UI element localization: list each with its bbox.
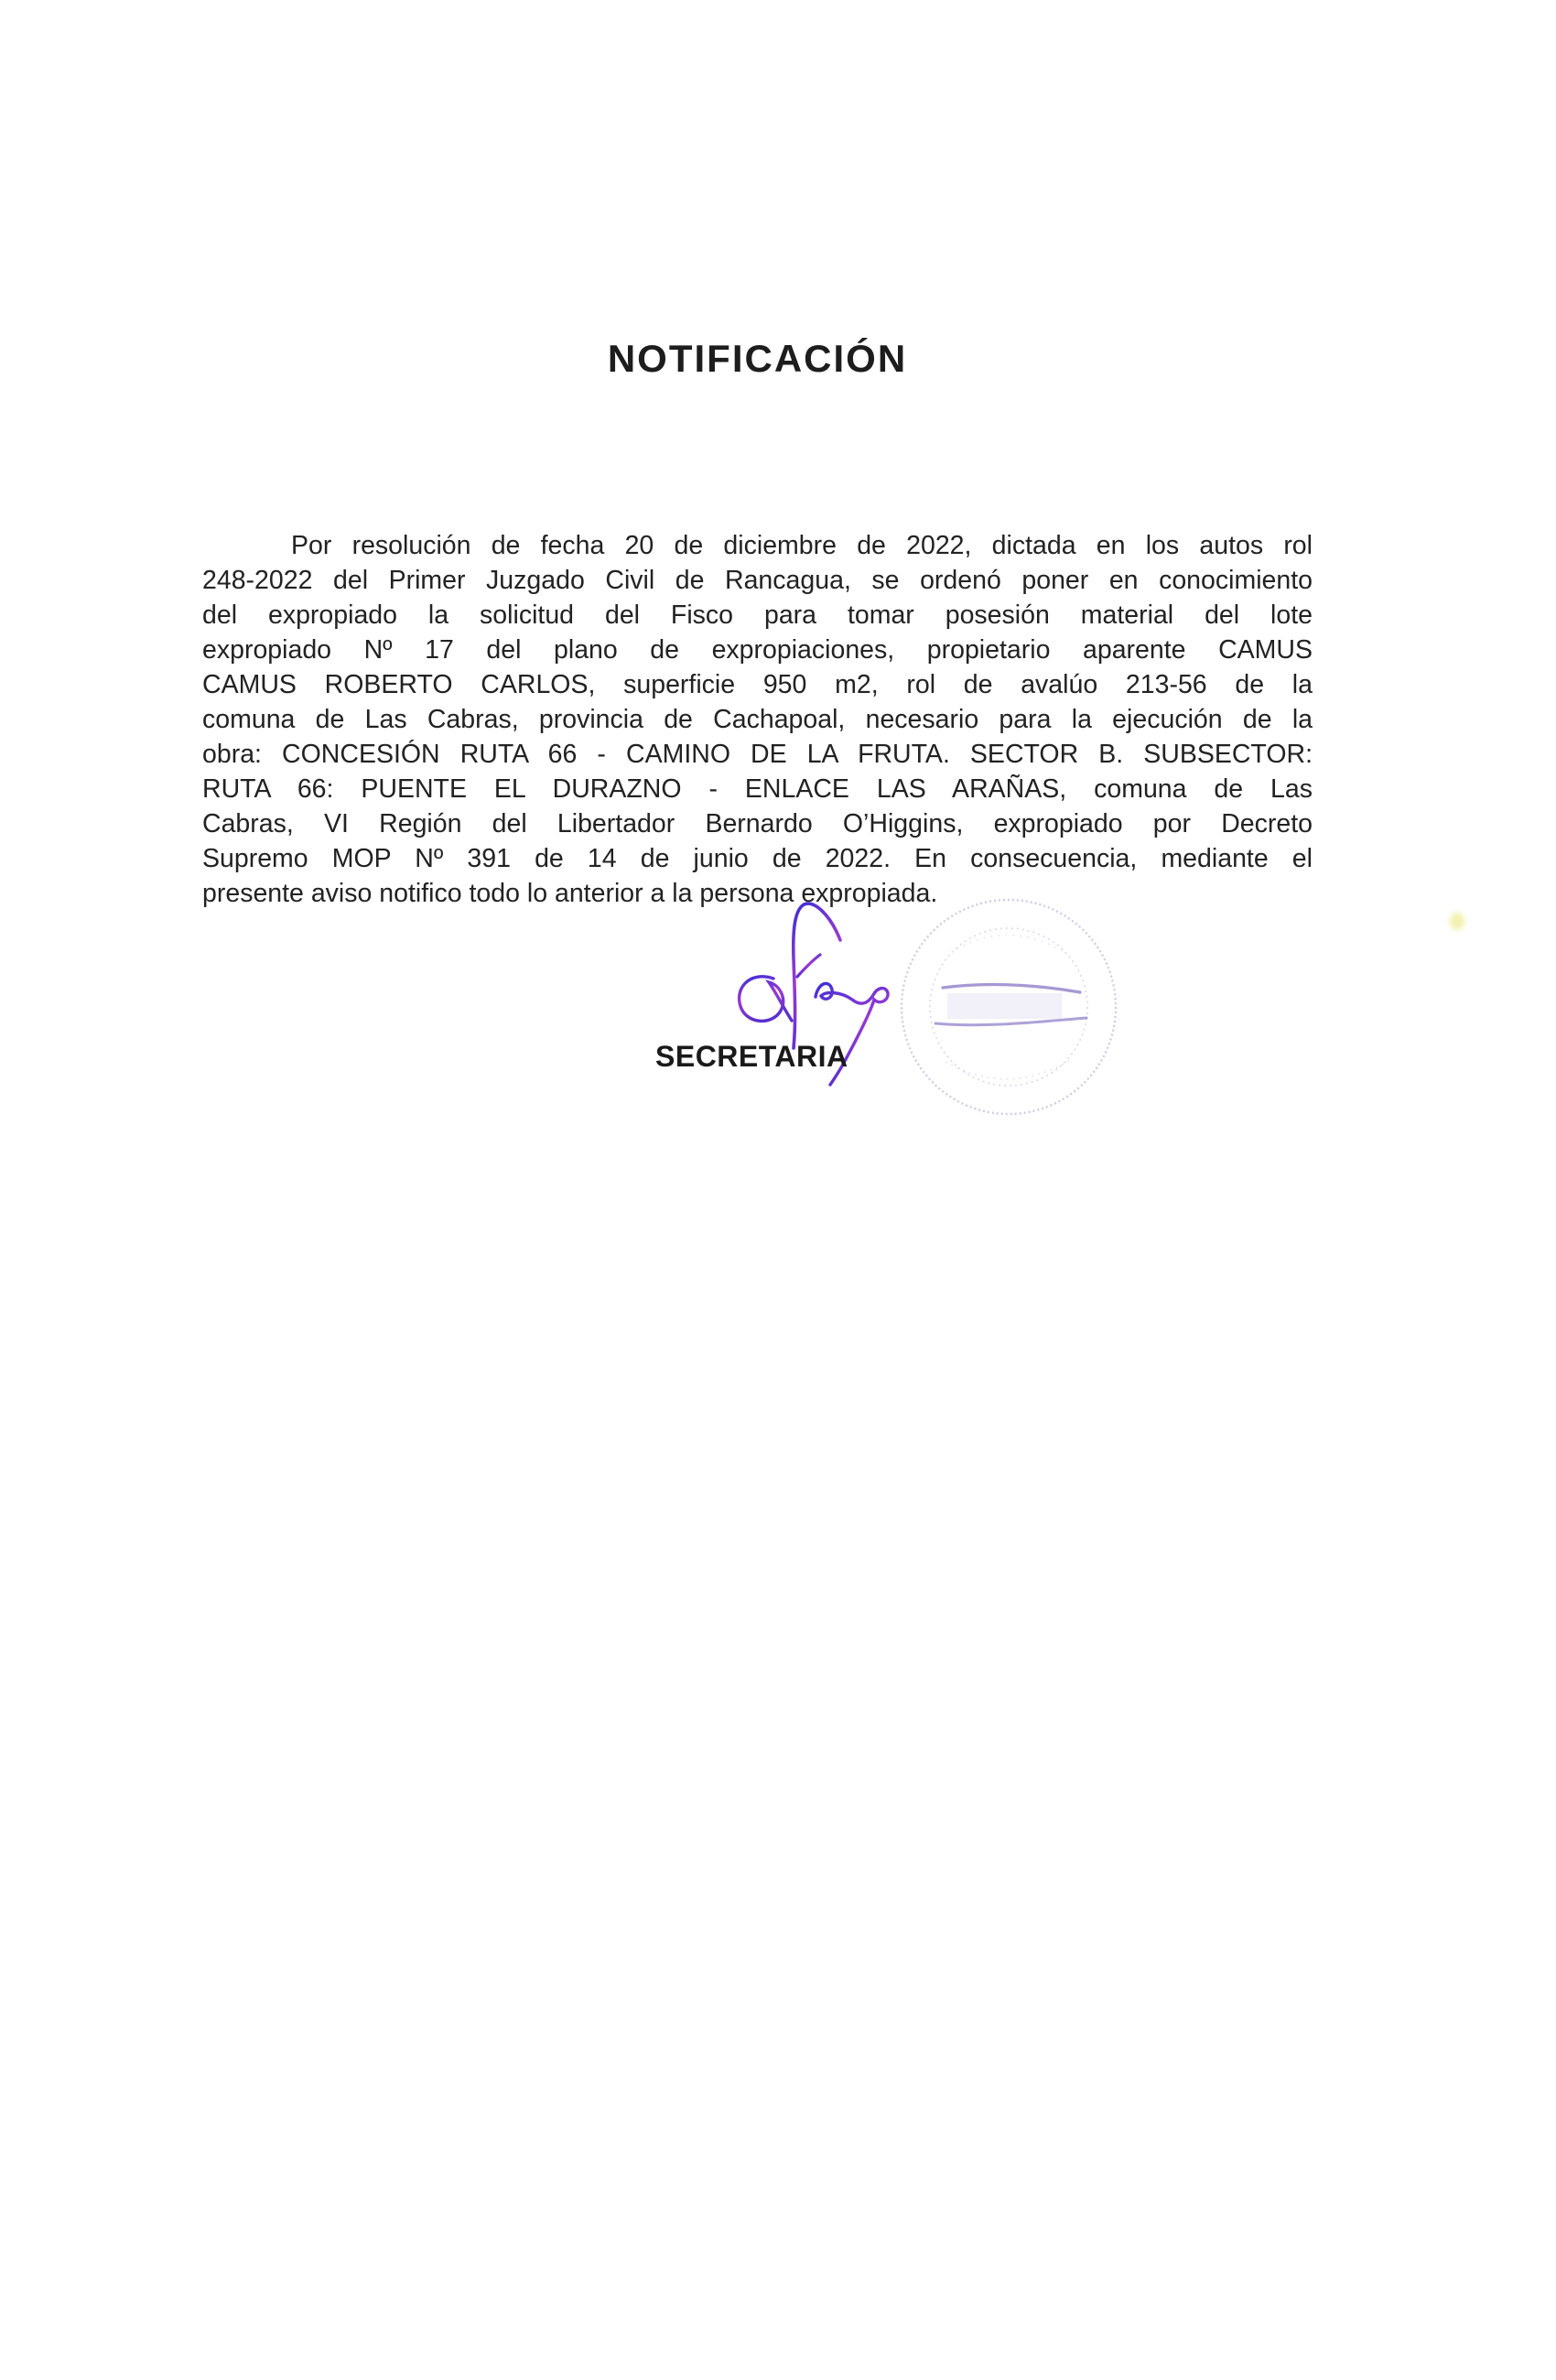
yellow-ink-smudge bbox=[1450, 913, 1464, 930]
body-line: Por resolución de fecha 20 de diciembre de 2022, dictada en los autos rol bbox=[291, 531, 1313, 560]
document-title: NOTIFICACIÓN bbox=[607, 337, 908, 380]
stamp-top-arc bbox=[956, 935, 1063, 951]
body-line: comuna de Las Cabras, provincia de Cachapoal, necesario para la ejecución de la bbox=[202, 705, 1313, 734]
body-line: obra: CONCESIÓN RUTA 66 - CAMINO DE LA FRUTA. SECTOR B. SUBSECTOR: bbox=[202, 740, 1313, 769]
body-line: 248-2022 del Primer Juzgado Civil de Rancagua, se ordenó poner en conocimiento bbox=[202, 566, 1313, 595]
stamp-text-smudge bbox=[947, 993, 1062, 1019]
stamp-bottom-arc bbox=[945, 1059, 1072, 1079]
stamp-band-line-top bbox=[943, 985, 1080, 992]
body-line: presente aviso notifico todo lo anterior a la persona expropiada. bbox=[202, 879, 938, 908]
stamp-band-line-bottom bbox=[935, 1018, 1086, 1025]
body-line: Cabras, VI Región del Libertador Bernardo O’Higgins, expropiado por Decreto bbox=[202, 809, 1313, 838]
body-line: RUTA 66: PUENTE EL DURAZNO - ENLACE LAS ARAÑAS, comuna de Las bbox=[202, 774, 1313, 804]
signature-stroke-branch bbox=[797, 955, 820, 977]
body-line: CAMUS ROBERTO CARLOS, superficie 950 m2, rol de avalúo 213-56 de la bbox=[202, 670, 1313, 699]
handwritten-signature bbox=[691, 892, 938, 1108]
body-line: Supremo MOP Nº 391 de 14 de junio de 2022. En consecuencia, mediante el bbox=[202, 844, 1313, 873]
signature-stroke-vertical bbox=[794, 903, 840, 1048]
body-line: expropiado Nº 17 del plano de expropiaciones, propietario aparente CAMUS bbox=[202, 635, 1313, 665]
signature-stroke-loop bbox=[740, 977, 792, 1022]
secretary-label: SECRETARIA bbox=[655, 1040, 848, 1073]
body-line: del expropiado la solicitud del Fisco para tomar posesión material del lote bbox=[202, 600, 1313, 630]
notification-paragraph bbox=[202, 528, 1313, 911]
